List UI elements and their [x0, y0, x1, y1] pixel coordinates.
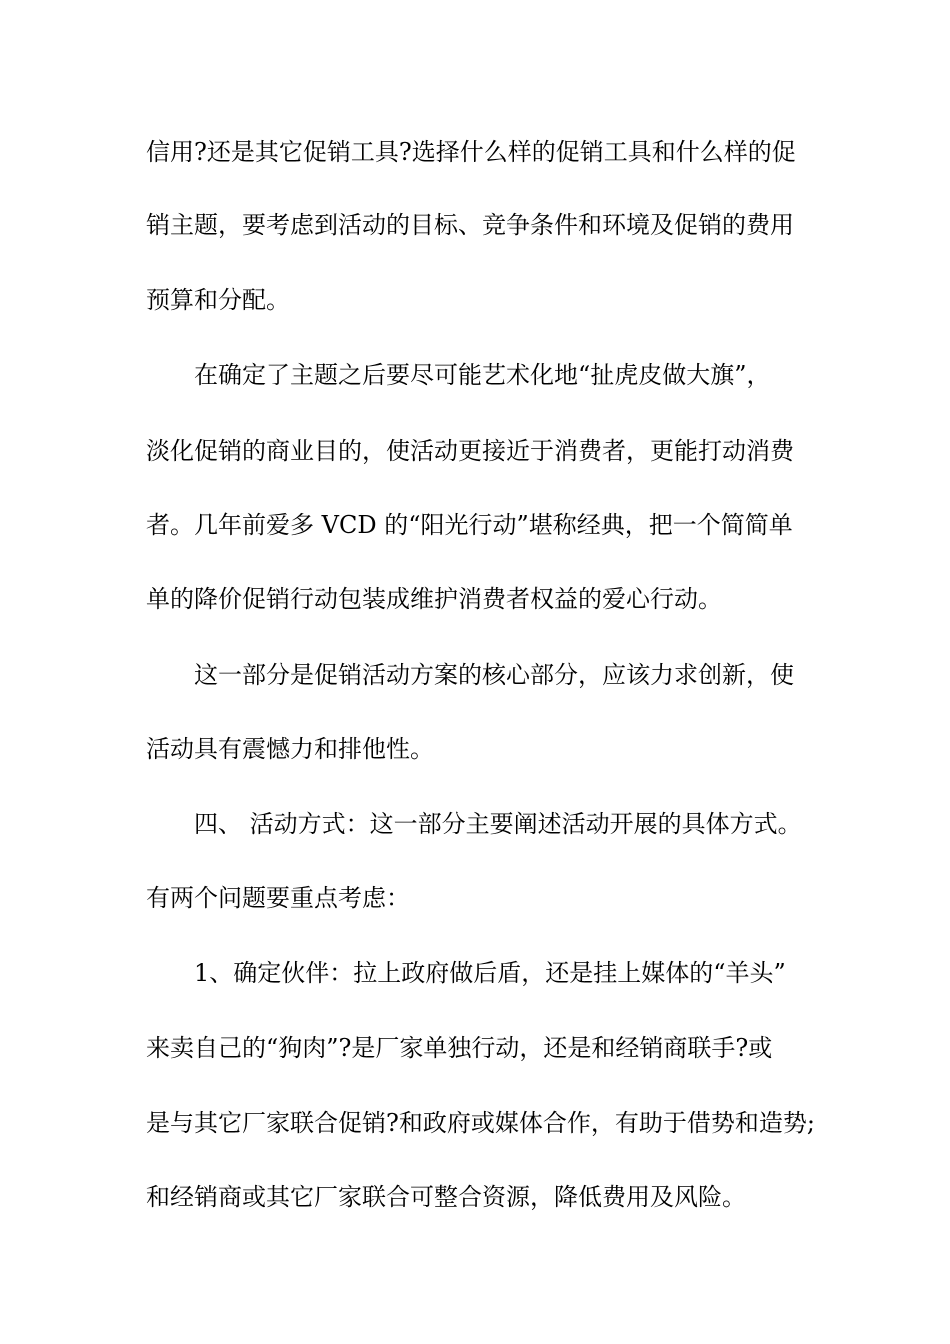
paragraph-line: 1、确定伙伴：拉上政府做后盾，还是挂上媒体的“羊头” [194, 959, 786, 987]
paragraph-line: 销主题，要考虑到活动的目标、竞争条件和环境及促销的费用 [146, 211, 794, 239]
paragraph-line: 和经销商或其它厂家联合可整合资源，降低费用及风险。 [146, 1183, 746, 1211]
paragraph-line: 这一部分是促销活动方案的核心部分，应该力求创新，使 [194, 661, 794, 689]
paragraph-line: 活动具有震憾力和排他性。 [146, 735, 434, 763]
paragraph-line: 者。几年前爱多 VCD 的“阳光行动”堪称经典，把一个简简单 [146, 511, 793, 539]
paragraph-line: 淡化促销的商业目的，使活动更接近于消费者，更能打动消费 [146, 437, 794, 465]
paragraph-line: 来卖自己的“狗肉”?是厂家单独行动，还是和经销商联手?或 [146, 1034, 773, 1062]
paragraph-line: 单的降价促销行动包装成维护消费者权益的爱心行动。 [146, 585, 722, 613]
paragraph-line: 预算和分配。 [146, 286, 290, 314]
section-heading-line: 四、 活动方式：这一部分主要阐述活动开展的具体方式。 [194, 810, 802, 838]
paragraph-line: 是与其它厂家联合促销?和政府或媒体合作，有助于借势和造势; [146, 1109, 815, 1137]
paragraph-line: 有两个问题要重点考虑： [146, 884, 410, 912]
paragraph-line: 在确定了主题之后要尽可能艺术化地“扯虎皮做大旗”， [194, 361, 771, 389]
paragraph-line: 信用?还是其它促销工具?选择什么样的促销工具和什么样的促 [146, 138, 796, 166]
